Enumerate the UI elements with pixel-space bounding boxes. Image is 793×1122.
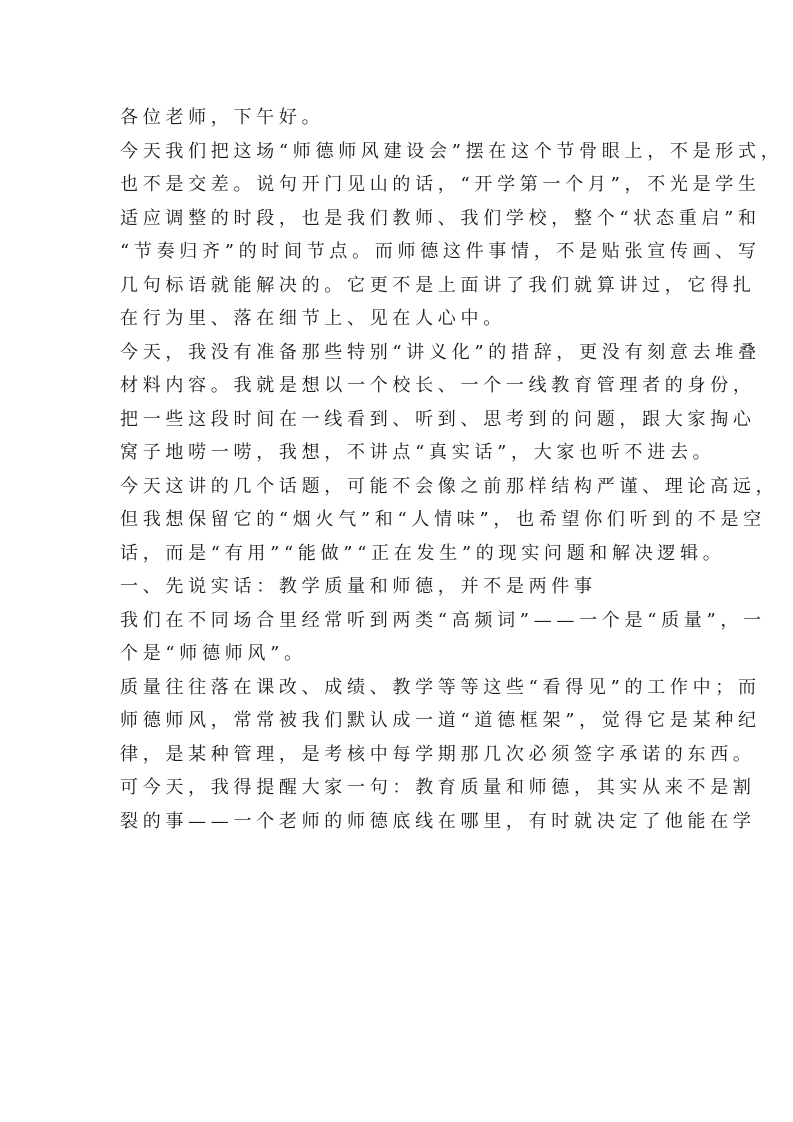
paragraph-3-line-3: 话，而是“有用”“能做”“正在发生”的现实问题和解决逻辑。 bbox=[120, 542, 726, 564]
paragraph-4-line-1: 我们在不同场合里经常听到两类“高频词”——一个是“质量”，一 bbox=[120, 609, 766, 631]
paragraph-5-line-1: 质量往往落在课改、成绩、教学等等这些“看得见”的工作中；而 bbox=[120, 676, 761, 698]
greeting-line: 各位老师，下午好。 bbox=[120, 107, 325, 128]
paragraph-3-line-2: 但我想保留它的“烟火气”和“人情味”，也希望你们听到的不是空 bbox=[120, 509, 766, 530]
paragraph-2-line-4: 窝子地唠一唠，我想，不讲点“真实话”，大家也听不进去。 bbox=[120, 442, 716, 463]
paragraph-5-line-2: 师德师风，常常被我们默认成一道“道德框架”，觉得它是某种纪 bbox=[120, 710, 761, 731]
paragraph-6-line-2: 裂的事——一个老师的师德底线在哪里，有时就决定了他能在学 bbox=[120, 810, 756, 832]
paragraph-1-line-4: “节奏归齐”的时间节点。而师德这件事情，不是贴张宣传画、写 bbox=[120, 241, 761, 262]
paragraph-4-line-2: 个是“师德师风”。 bbox=[120, 643, 307, 664]
paragraph-2-line-3: 把一些这段时间在一线看到、听到、思考到的问题，跟大家掏心 bbox=[120, 408, 756, 430]
paragraph-1-line-6: 在行为里、落在细节上、见在人心中。 bbox=[120, 308, 506, 329]
document-page bbox=[120, 101, 784, 838]
section-heading-1: 一、先说实话：教学质量和师德，并不是两件事 bbox=[120, 576, 597, 597]
paragraph-3-line-1: 今天这讲的几个话题，可能不会像之前那样结构严谨、理论高远， bbox=[120, 475, 779, 497]
paragraph-1-line-1: 今天我们把这场“师德师风建设会”摆在这个节骨眼上，不是形式， bbox=[120, 140, 784, 162]
paragraph-6-line-1: 可今天，我得提醒大家一句：教育质量和师德，其实从来不是割 bbox=[120, 777, 756, 798]
paragraph-5-line-3: 律，是某种管理，是考核中每学期那几次必须签字承诺的东西。 bbox=[120, 743, 756, 765]
paragraph-1-line-3: 适应调整的时段，也是我们教师、我们学校，整个“状态重启”和 bbox=[120, 207, 761, 229]
paragraph-2-line-1: 今天，我没有准备那些特别“讲义化”的措辞，更没有刻意去堆叠 bbox=[120, 341, 761, 363]
paragraph-2-line-2: 材料内容。我就是想以一个校长、一个一线教育管理者的身份， bbox=[120, 375, 756, 396]
paragraph-1-line-2: 也不是交差。说句开门见山的话，“开学第一个月”，不光是学生 bbox=[120, 174, 761, 195]
paragraph-1-line-5: 几句标语就能解决的。它更不是上面讲了我们就算讲过，它得扎 bbox=[120, 274, 756, 296]
